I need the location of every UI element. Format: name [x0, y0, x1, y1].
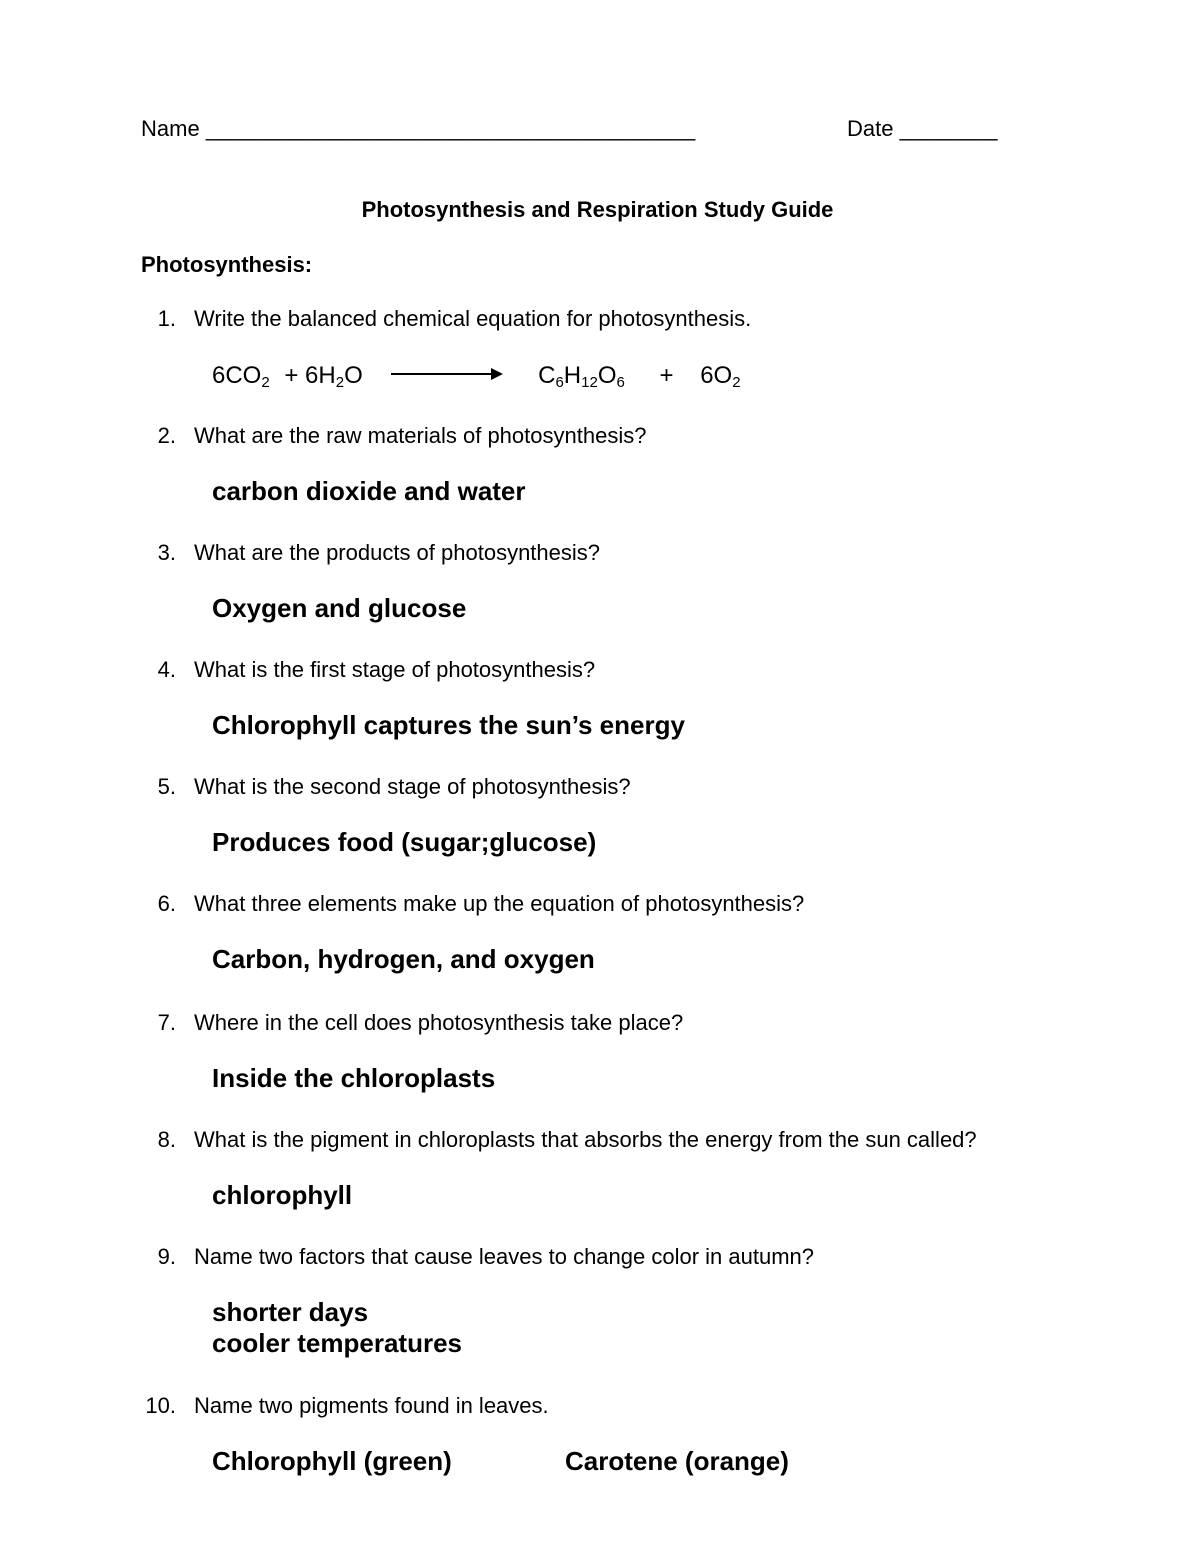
question-text: What is the second stage of photosynthesis? [194, 774, 631, 799]
eq-reactant-co2: 6CO [212, 362, 262, 389]
answer-9a: shorter days [212, 1297, 369, 1327]
question-4 [124, 657, 595, 683]
eq-plus: + [659, 362, 674, 389]
answer-10b: Carotene (orange) [565, 1446, 789, 1476]
page-title: Photosynthesis and Respiration Study Guide [361, 197, 834, 222]
answer-2: carbon dioxide and water [212, 476, 526, 506]
question-text: Where in the cell does photosynthesis take place? [194, 1010, 684, 1035]
question-text: Name two factors that cause leaves to change color in autumn? [194, 1244, 815, 1269]
question-10 [124, 1393, 549, 1419]
eq-reactant-h2o-tail: O [344, 362, 363, 389]
eq-reactant-h2o: + 6H [284, 362, 336, 389]
question-6 [124, 891, 804, 917]
eq-product-glucose-h: H [563, 362, 582, 389]
question-text: What are the raw materials of photosynthesis? [194, 423, 647, 448]
question-text: What is the first stage of photosynthesis? [194, 657, 596, 682]
question-number: 2. [157, 423, 176, 448]
question-number: 6. [157, 891, 176, 916]
eq-sub: 6 [555, 374, 564, 391]
section-heading: Photosynthesis: [141, 252, 313, 277]
question-number: 1. [157, 306, 176, 331]
name-blank[interactable]: ________________________________________ [205, 116, 696, 141]
answer-5: Produces food (sugar;glucose) [212, 827, 597, 857]
question-9 [124, 1244, 814, 1270]
date-blank[interactable]: ________ [899, 116, 998, 141]
question-text: What is the pigment in chloroplasts that absorbs the energy from the sun called? [194, 1127, 977, 1152]
question-number: 4. [157, 657, 176, 682]
eq-sub: 2 [732, 374, 741, 391]
question-number: 5. [157, 774, 176, 799]
answer-8: chlorophyll [212, 1180, 353, 1210]
name-label: Name [141, 116, 200, 141]
question-2 [124, 423, 646, 449]
eq-sub: 6 [616, 374, 625, 391]
question-number: 3. [157, 540, 176, 565]
name-line [141, 116, 695, 142]
eq-product-o2: 6O [700, 362, 733, 389]
reaction-arrow-icon [391, 373, 501, 375]
answer-4: Chlorophyll captures the sun’s energy [212, 710, 685, 740]
date-line [847, 116, 998, 142]
question-1 [124, 306, 751, 332]
question-text: Write the balanced chemical equation for photosynthesis. [194, 306, 752, 331]
question-number: 9. [157, 1244, 176, 1269]
date-label: Date [847, 116, 894, 141]
eq-product-glucose-c: C [538, 362, 556, 389]
answer-3: Oxygen and glucose [212, 593, 467, 623]
answer-9b: cooler temperatures [212, 1328, 462, 1358]
eq-product-glucose-o: O [597, 362, 617, 389]
question-text: What are the products of photosynthesis? [194, 540, 601, 565]
question-3 [124, 540, 600, 566]
chemical-equation [212, 362, 741, 390]
eq-sub: 2 [261, 374, 270, 391]
question-7 [124, 1010, 683, 1036]
eq-sub: 2 [335, 374, 345, 391]
question-number: 8. [157, 1127, 176, 1152]
answer-7: Inside the chloroplasts [212, 1063, 496, 1093]
question-text: What three elements make up the equation of photosynthesis? [194, 891, 805, 916]
question-5 [124, 774, 631, 800]
question-number: 7. [157, 1010, 176, 1035]
eq-sub: 12 [581, 374, 598, 391]
question-8 [124, 1127, 977, 1153]
question-number: 10. [145, 1393, 176, 1418]
answer-6: Carbon, hydrogen, and oxygen [212, 944, 595, 974]
question-text: Name two pigments found in leaves. [194, 1393, 549, 1418]
answer-10a: Chlorophyll (green) [212, 1446, 452, 1476]
